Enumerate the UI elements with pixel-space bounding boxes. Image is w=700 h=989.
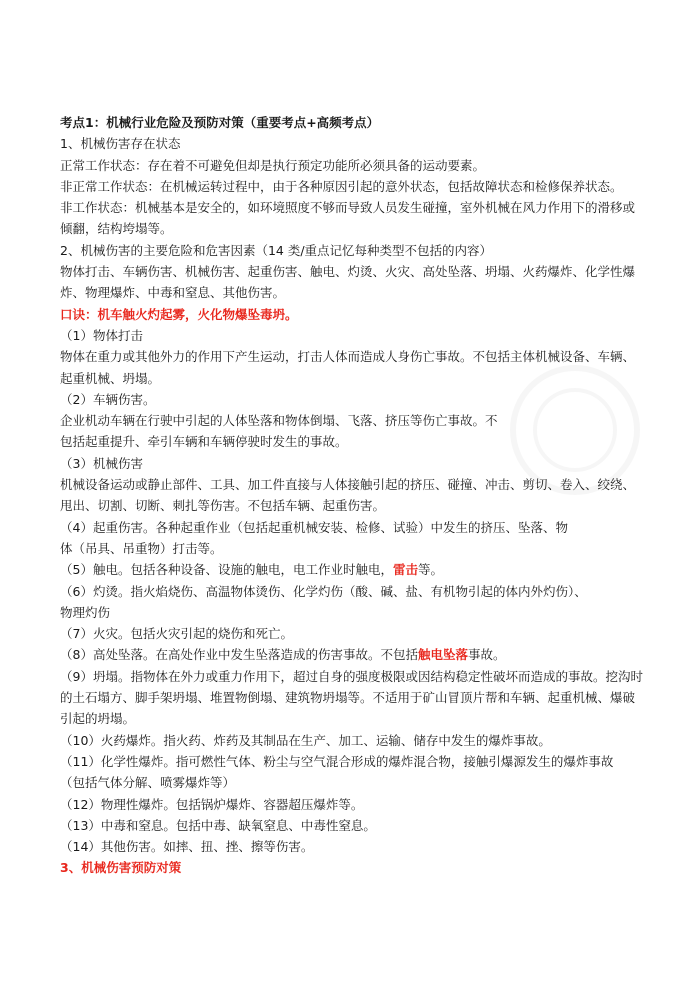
text-segment: 等。 — [417, 562, 443, 578]
item-line: （10）火药爆炸。指火药、炸药及其制品在生产、加工、运输、储存中发生的爆炸事故。 — [60, 732, 551, 748]
item-title: （3）机械伤害 — [60, 455, 143, 471]
mnemonic-line: 口诀：机车触火灼起雾，火化物爆坠毒坍。 — [60, 306, 298, 322]
item-line: （14）其他伤害。如摔、扭、挫、擦等伤害。 — [60, 839, 314, 855]
item-line: （6）灼烫。指火焰烧伤、高温物体烫伤、化学灼伤（酸、碱、盐、有机物引起的体内外灼伤）、 — [60, 583, 587, 599]
item-line — [60, 644, 645, 665]
subsection-title: 3、机械伤害预防对策 — [60, 860, 182, 876]
paragraph-line: 引起的坍塌。 — [60, 711, 136, 727]
paragraph-line: 包括起重提升、牵引车辆和车辆停驶时发生的事故。 — [60, 434, 348, 450]
paragraph-line: 起重机械、坍塌。 — [60, 370, 161, 386]
highlight-text: 雷击 — [392, 562, 418, 578]
paragraph-line: 企业机动车辆在行驶中引起的人体坠落和物体倒塌、飞落、挤压等伤亡事故。不 — [60, 413, 498, 429]
item-line: （7）火灾。包括火灾引起的烧伤和死亡。 — [60, 626, 293, 642]
paragraph-line: 甩出、切割、切断、刺扎等伤害。不包括车辆、起重伤害。 — [60, 498, 386, 514]
subsection-title: 2、机械伤害的主要危险和危害因素（14 类/重点记忆每种类型不包括的内容） — [60, 242, 493, 258]
highlight-text: 触电坠落 — [417, 647, 468, 663]
paragraph-line: 机械设备运动或静止部件、工具、加工件直接与人体接触引起的挤压、碰撞、冲击、剪切、卷入、绞绕、 — [60, 477, 636, 493]
text-segment: 事故。 — [467, 647, 506, 663]
paragraph-line: 炸、物理爆炸、中毒和窒息、其他伤害。 — [60, 285, 286, 301]
item-line: （9）坍塌。指物体在外力或重力作用下，超过自身的强度极限或因结构稳定性破坏而造成的事故。挖沟时 — [60, 668, 643, 684]
item-line — [60, 559, 645, 580]
item-title: （2）车辆伤害。 — [60, 391, 156, 407]
paragraph-line: 物体在重力或其他外力的作用下产生运动，打击人体而造成人身伤亡事故。不包括主体机械设备、车辆、 — [60, 349, 636, 365]
paragraph-line: 的土石塌方、脚手架坍塌、堆置物倒塌、建筑物坍塌等。不适用于矿山冒顶片帮和车辆、起重机械、爆破 — [60, 690, 636, 706]
paragraph-line: 物体打击、车辆伤害、机械伤害、起重伤害、触电、灼烫、火灾、高处坠落、坍塌、火药爆炸、化学性爆 — [60, 264, 636, 280]
paragraph-line: 体（吊具、吊重物）打击等。 — [60, 540, 223, 556]
document-body — [60, 112, 645, 879]
item-title: （1）物体打击 — [60, 327, 143, 343]
item-line: （13）中毒和窒息。包括中毒、缺氧窒息、中毒性窒息。 — [60, 817, 376, 833]
item-line: （11）化学性爆炸。指可燃性气体、粉尘与空气混合形成的爆炸混合物，接触引爆源发生的爆炸事故 — [60, 753, 614, 769]
item-line: （12）物理性爆炸。包括锅炉爆炸、容器超压爆炸等。 — [60, 796, 364, 812]
text-segment: （5）触电。包括各种设备、设施的触电，电工作业时触电， — [60, 562, 393, 578]
section-heading: 考点1：机械行业危险及预防对策（重要考点+高频考点） — [60, 115, 380, 130]
paragraph-line: 非正常工作状态：在机械运转过程中，由于各种原因引起的意外状态，包括故障状态和检修保养状态。 — [60, 178, 623, 194]
paragraph-line: 正常工作状态：存在着不可避免但却是执行预定功能所必须具备的运动要素。 — [60, 157, 486, 173]
text-segment: （8）高处坠落。在高处作业中发生坠落造成的伤害事故。不包括 — [60, 647, 418, 663]
paragraph-line: 物理灼伤 — [60, 604, 111, 620]
paragraph-line: 倾翻，结构垮塌等。 — [60, 221, 173, 237]
paragraph-line: （包括气体分解、喷雾爆炸等） — [60, 775, 236, 791]
item-line: （4）起重伤害。各种起重作业（包括起重机械安装、检修、试验）中发生的挤压、坠落、物 — [60, 519, 568, 535]
paragraph-line: 非工作状态：机械基本是安全的，如环境照度不够而导致人员发生碰撞，室外机械在风力作用下的滑移或 — [60, 200, 636, 216]
subsection-title: 1、机械伤害存在状态 — [60, 136, 181, 152]
